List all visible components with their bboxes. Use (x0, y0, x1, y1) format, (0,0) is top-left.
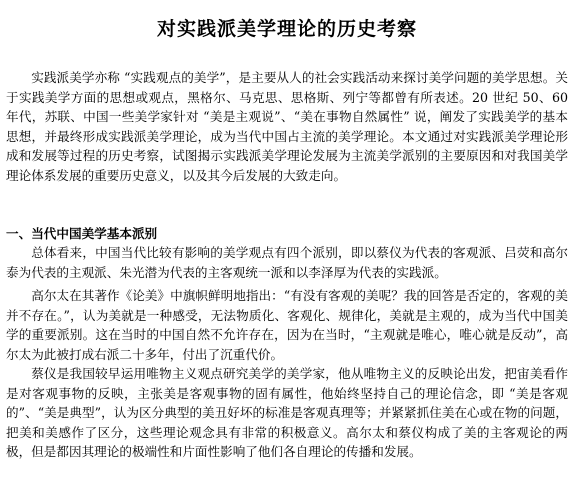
paragraph-cai: 蔡仪是我国较早运用唯物主义观点研究美学的美学家，他从唯物主义的反映论出发，把宙美看作是对客观事物的反映，主张美是客观事物的固有属性，他始终坚持自己的理论信念，即 “美是客观的”、“美是典型”，认为区分典型的美丑好坏的标准是客观真理等；并紧紧抓住美在心或在物的问题，把美和美感作了区分，这些理论观念具有非常的积极意义。高尔太和蔡仪构成了美的主客观论的两极，但是都因其理论的极端性和片面性影响了他们各自理论的传播和发展。 (6, 366, 568, 460)
document-title: 对实践派美学理论的历史考察 (156, 18, 417, 40)
section-heading: 一、当代中国美学基本派别 (6, 226, 158, 241)
paragraph-schools: 总体看来，中国当代比较有影响的美学观点有四个派别，即以蔡仪为代表的客观派、吕荧和高尔泰为代表的主观派、朱光潜为代表的主客观统一派和以李泽厚为代表的实践派。 (6, 245, 568, 280)
paragraph-gao: 高尔太在其著作《论美》中旗帜鲜明地指出：“有没有客观的美呢？我的回答是否定的，客观的美并不存在。”，认为美就是一种感受，无法物质化、客观化、规律化，美就是主观的，成为当代中国美学的重要派别。这在当时的中国自然不允许存在，因为在当时，“主观就是唯心，唯心就是反动”，高尔太为此被打成右派二十多年，付出了沉重代价。 (6, 288, 568, 362)
intro-paragraph: 实践派美学亦称 “实践观点的美学”，是主要从人的社会实践活动来探讨美学问题的美学思想。关于实践美学方面的思想或观点，黑格尔、马克思、思格斯、列宁等都曾有所表述。20 世纪 50、60 年代，苏联、中国一些美学家针对 “美是主观说”、“美在事物自然属性” 说，阐发了实践美学的基本思想，并最终形成实践派美学理论，成为当代中国占主流的美学理论。本文通过对实践派美学理论形成和发展等过程的历史考察，试图揭示实践派美学理论发展为主流美学派别的主要原因和对我国美学理论体系发展的重要历史意义，以及其今后发展的大致走向。 (6, 70, 568, 183)
